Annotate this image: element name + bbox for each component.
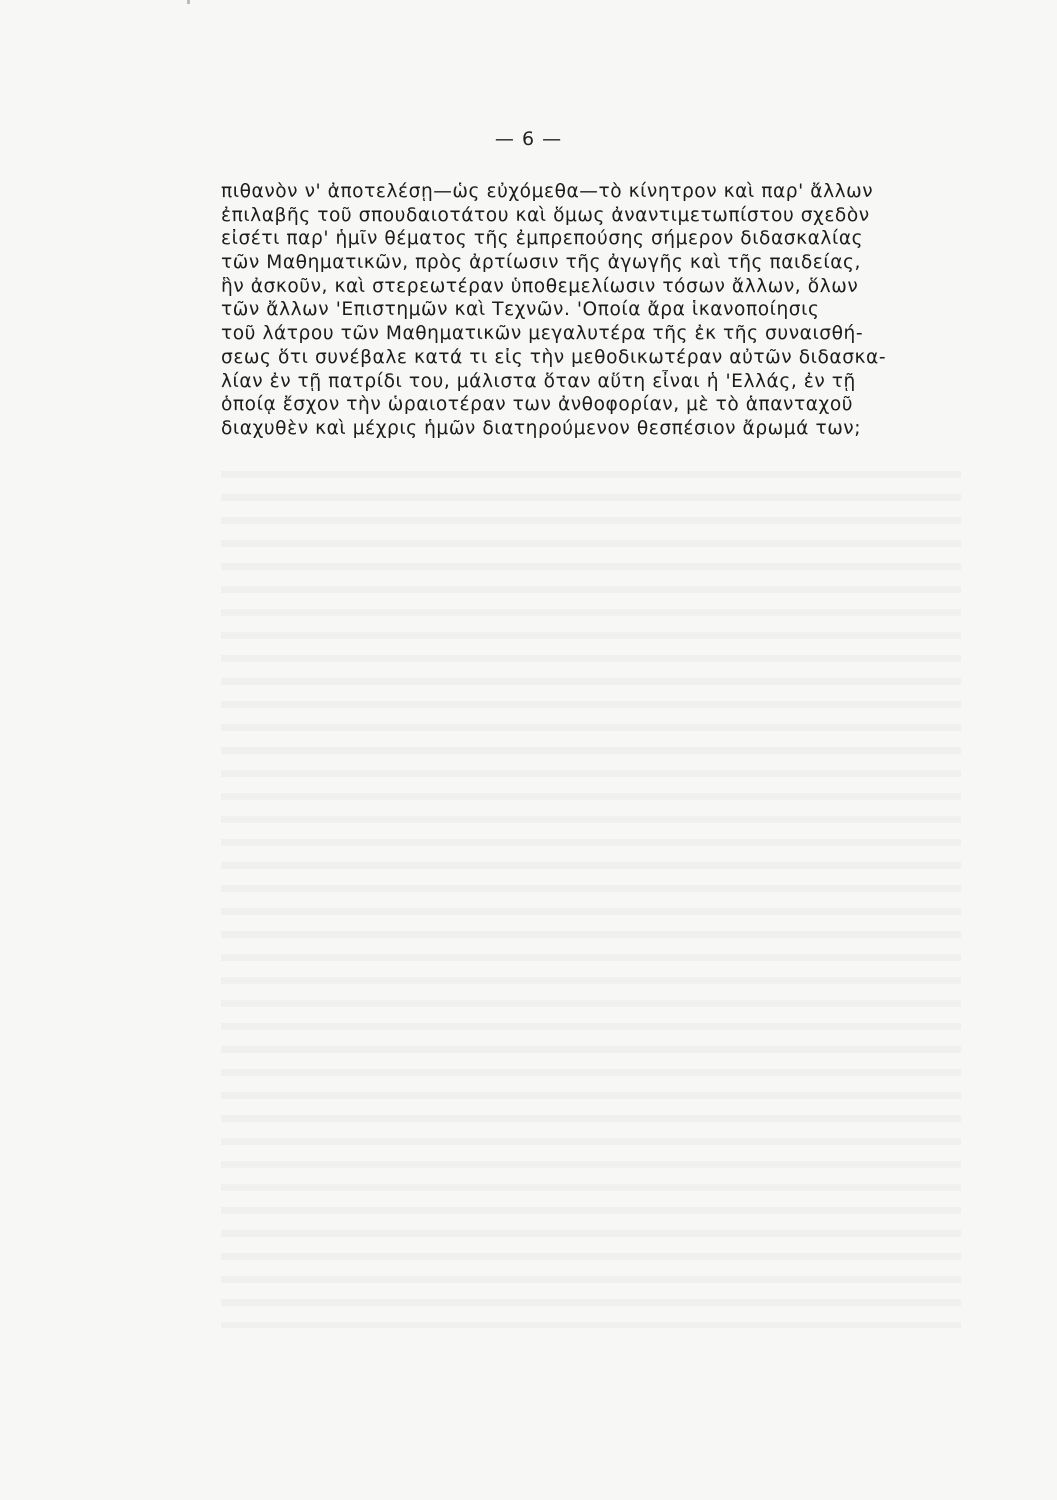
text-line: τοῦ λάτρου τῶν Μαθηματικῶν μεγαλυτέρα τῆς ἐκ τῆς συναισθή- (221, 323, 864, 345)
text-line: ἐπιλαβῆς τοῦ σπουδαιοτάτου καὶ ὅμως ἀναντιμετωπίστου σχεδὸν (221, 204, 870, 226)
text-line: λίαν ἐν τῇ πατρίδι του, μάλιστα ὅταν αὕτη εἶναι ἡ 'Ελλάς, ἐν τῇ (221, 370, 856, 392)
text-line: εἰσέτι παρ' ἡμῖν θέματος τῆς ἐμπρεπούσης σήμερον διδασκαλίας (221, 228, 864, 250)
page-number: — 6 — (494, 128, 563, 150)
body-paragraph (221, 180, 961, 441)
scan-artifact (187, 0, 190, 4)
text-line: τῶν Μαθηματικῶν, πρὸς ἀρτίωσιν τῆς ἀγωγῆς καὶ τῆς παιδείας, (221, 252, 861, 274)
text-line: σεως ὅτι συνέβαλε κατά τι εἰς τὴν μεθοδικωτέραν αὐτῶν διδασκα- (221, 346, 887, 368)
text-line: ἣν ἀσκοῦν, καὶ στερεωτέραν ὑποθεμελίωσιν τόσων ἄλλων, ὅλων (221, 275, 859, 297)
text-line: ὁποίᾳ ἔσχον τὴν ὡραιοτέραν των ἀνθοφορίαν, μὲ τὸ ἁπανταχοῦ (221, 394, 854, 416)
text-line: πιθανὸν ν' ἀποτελέσῃ—ὡς εὐχόμεθα—τὸ κίνητρον καὶ παρ' ἄλλων (221, 181, 874, 202)
text-line: τῶν ἄλλων 'Επιστημῶν καὶ Τεχνῶν. 'Οποία ἄρα ἱκανοποίησις (221, 299, 820, 321)
text-line: διαχυθὲν καὶ μέχρις ἡμῶν διατηρούμενον θεσπέσιον ἄρωμά των; (221, 417, 862, 439)
bleed-through-text (221, 458, 961, 1328)
